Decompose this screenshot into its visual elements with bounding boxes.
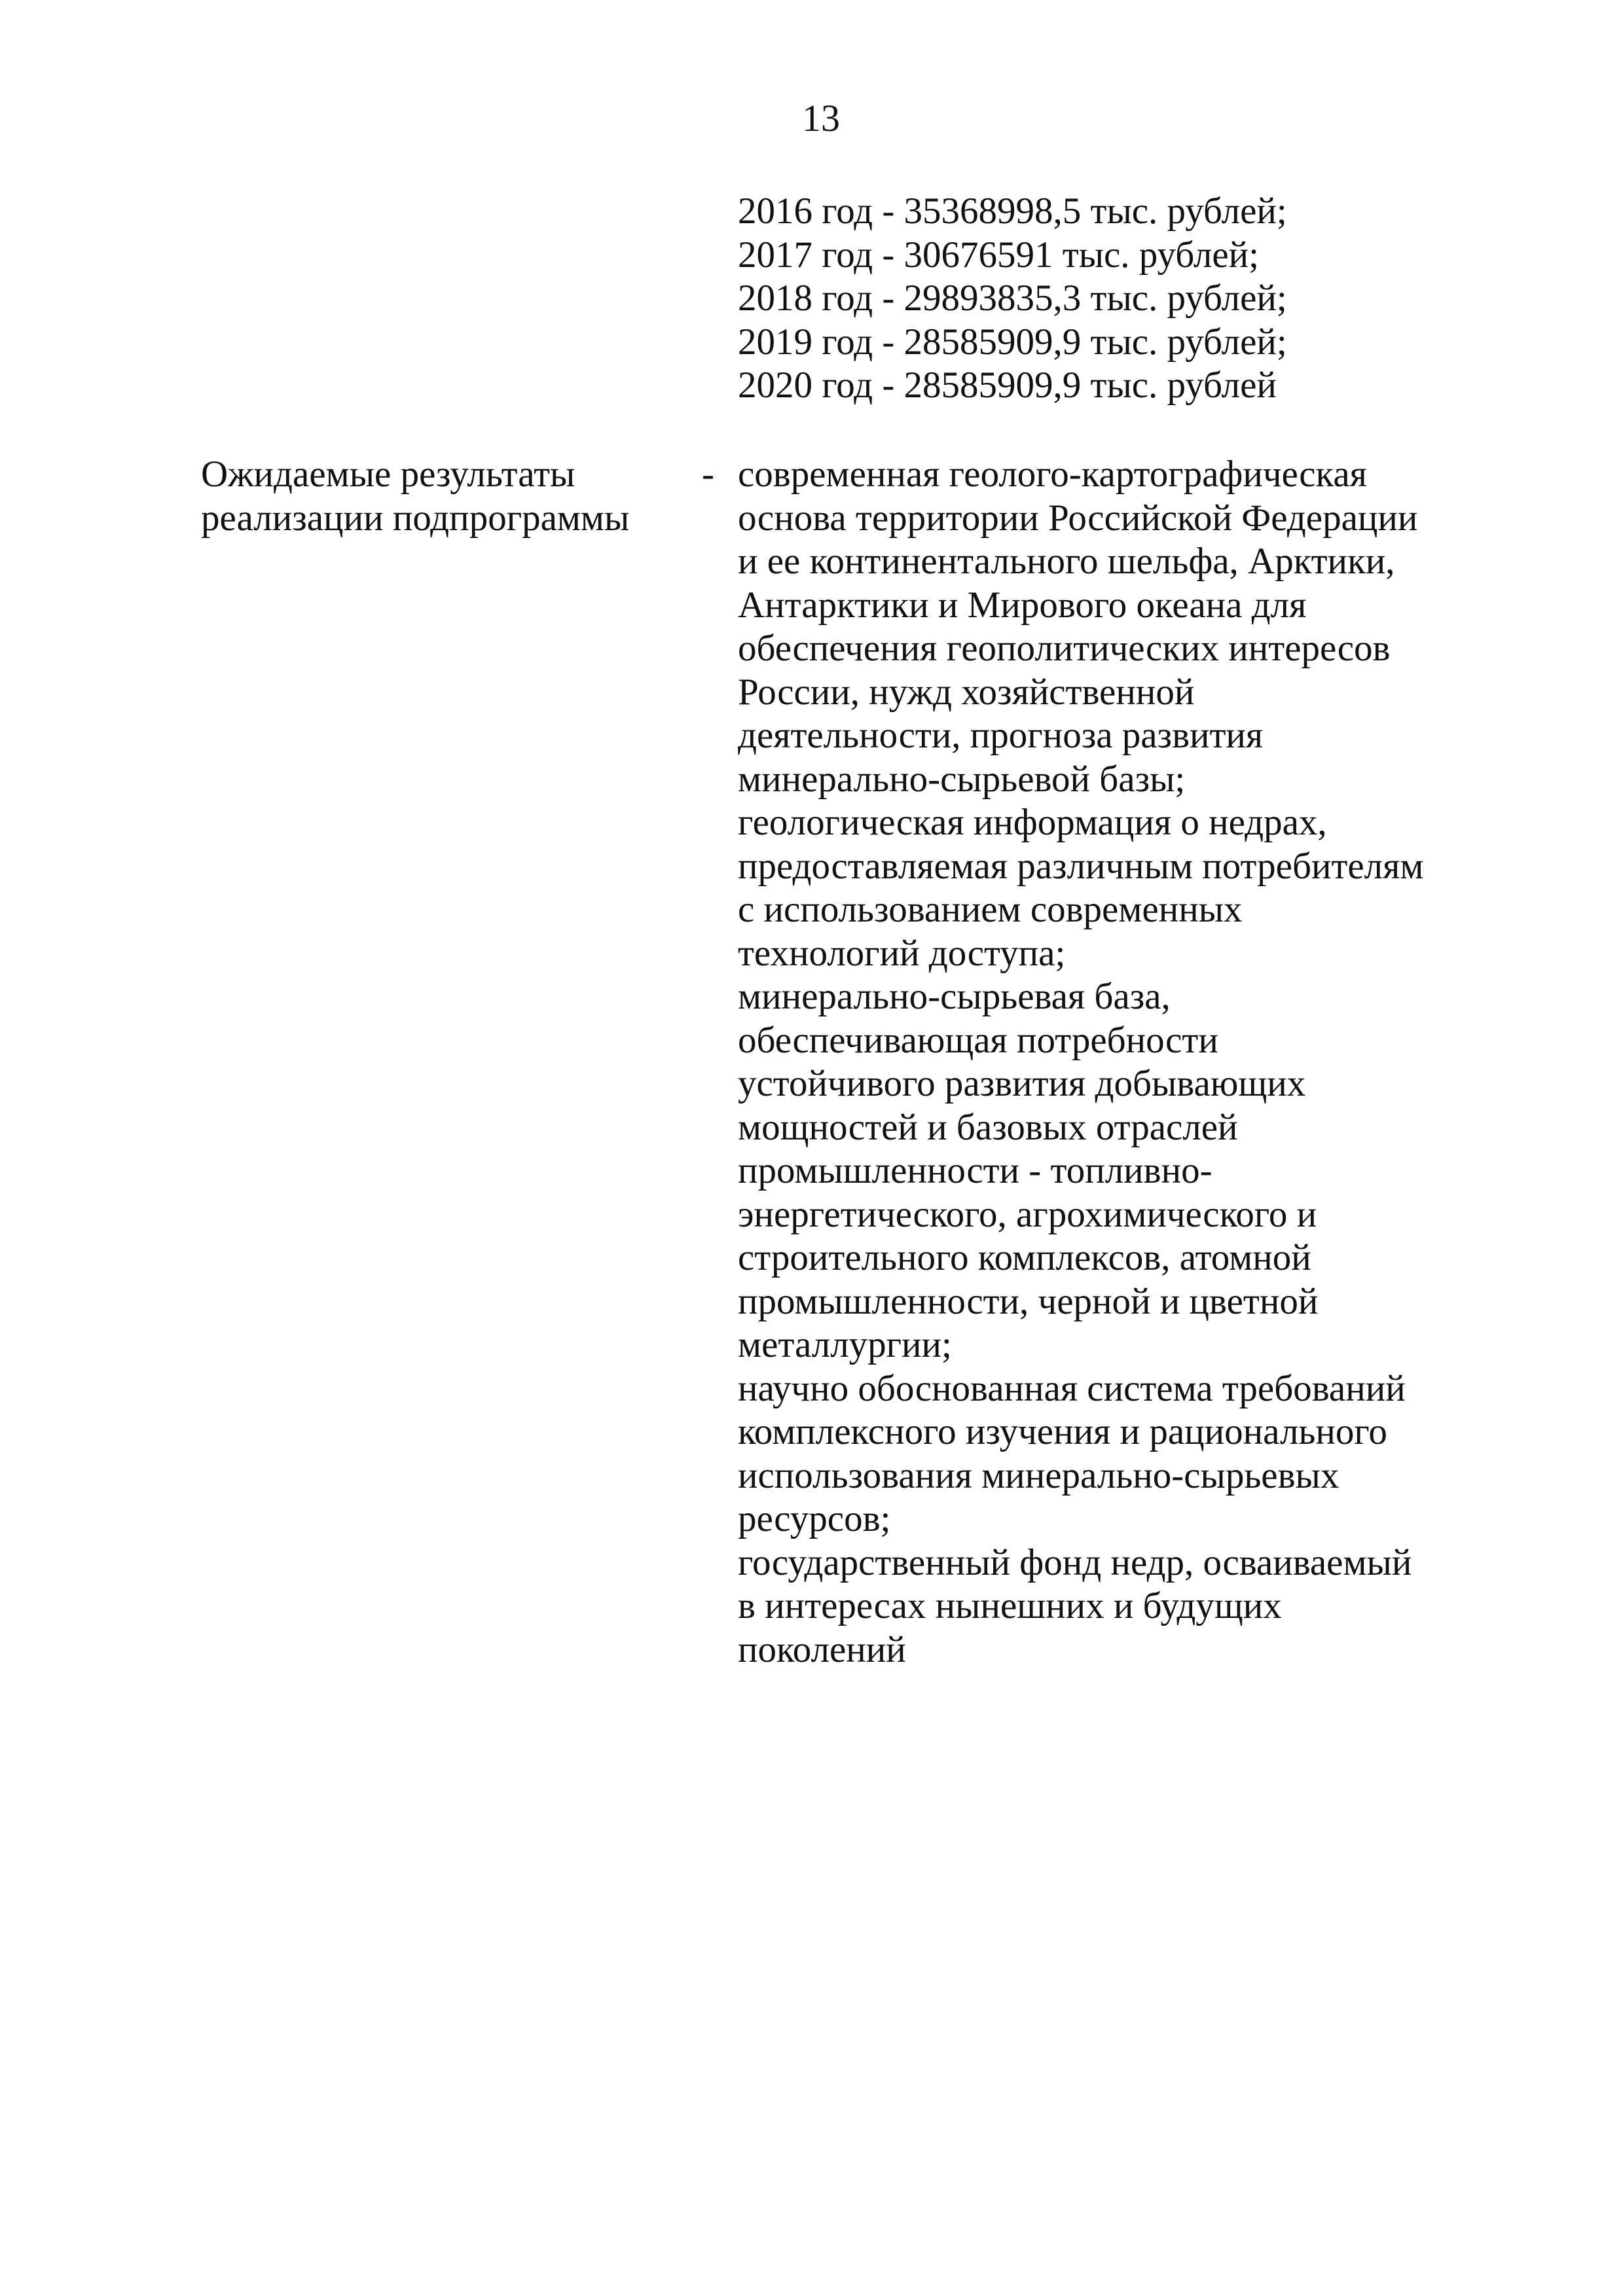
content-line: России, нужд хозяйственной xyxy=(738,671,1195,713)
content-line: минерально-сырьевая база, xyxy=(738,976,1171,1017)
content-line: промышленности, черной и цветной xyxy=(738,1280,1319,1322)
content-line: современная геолого-картографическая xyxy=(738,454,1367,495)
content-line: использования минерально-сырьевых xyxy=(738,1454,1340,1496)
funding-by-year-list xyxy=(738,190,1287,408)
content-line: строительного комплексов, атомной xyxy=(738,1237,1311,1278)
content-line: с использованием современных xyxy=(738,889,1243,930)
content-line: энергетического, агрохимического и xyxy=(738,1193,1317,1235)
content-line: и ее континентального шельфа, Арктики, xyxy=(738,541,1395,582)
content-line: обеспечения геополитических интересов xyxy=(738,628,1391,669)
content-line: Антарктики и Мирового океана для xyxy=(738,584,1307,626)
content-line: ресурсов; xyxy=(738,1498,891,1539)
content-line: мощностей и базовых отраслей xyxy=(738,1106,1238,1148)
funding-line-2017: 2017 год - 30676591 тыс. рублей; xyxy=(738,234,1259,276)
label-line: реализации подпрограммы xyxy=(201,497,630,539)
content-line: деятельности, прогноза развития xyxy=(738,715,1264,756)
content-line: промышленности - топливно- xyxy=(738,1150,1213,1191)
content-line: научно обоснованная система требований xyxy=(738,1367,1406,1409)
content-line: государственный фонд недр, осваиваемый xyxy=(738,1541,1412,1583)
content-line: обеспечивающая потребности xyxy=(738,1019,1218,1061)
content-line: технологий доступа; xyxy=(738,932,1066,974)
funding-line-2019: 2019 год - 28585909,9 тыс. рублей; xyxy=(738,321,1287,363)
separator-dash: - xyxy=(702,454,714,495)
content-line: поколений xyxy=(738,1628,906,1670)
content-line: предоставляемая различным потребителям xyxy=(738,845,1424,887)
funding-line-2018: 2018 год - 29893835,3 тыс. рублей; xyxy=(738,278,1287,319)
content-line: металлургии; xyxy=(738,1324,952,1365)
content-line: комплексного изучения и рационального xyxy=(738,1411,1387,1452)
content-line: геологическая информация о недрах, xyxy=(738,802,1327,843)
funding-line-2016: 2016 год - 35368998,5 тыс. рублей; xyxy=(738,190,1287,232)
funding-line-2020: 2020 год - 28585909,9 тыс. рублей xyxy=(738,365,1277,406)
expected-results-label xyxy=(201,453,629,540)
expected-results-content xyxy=(738,453,1423,1672)
content-line: основа территории Российской Федерации xyxy=(738,497,1418,539)
content-line: минерально-сырьевой базы; xyxy=(738,758,1186,800)
content-line: в интересах нынешних и будущих xyxy=(738,1585,1282,1626)
label-line: Ожидаемые результаты xyxy=(201,454,575,495)
page-number: 13 xyxy=(802,97,840,139)
content-line: устойчивого развития добывающих xyxy=(738,1063,1306,1104)
